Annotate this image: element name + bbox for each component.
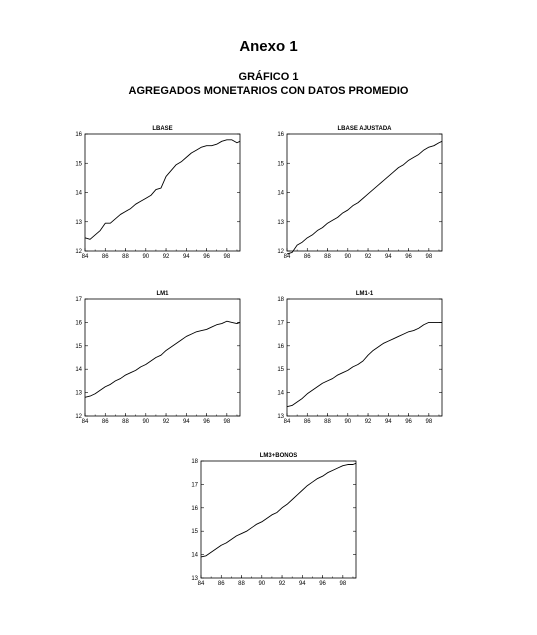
y-tick-label: 15	[277, 161, 284, 168]
x-tick-label: 92	[162, 419, 170, 425]
y-tick-label: 17	[191, 482, 198, 489]
x-tick-label: 84	[283, 419, 291, 425]
y-tick-label: 14	[277, 190, 284, 197]
plot-frame	[201, 461, 356, 578]
y-tick-label: 15	[75, 161, 82, 168]
x-tick-label: 98	[425, 419, 433, 425]
chart-panel-lm1	[60, 283, 260, 433]
x-tick-label: 84	[283, 254, 291, 260]
y-tick-label: 17	[277, 320, 284, 327]
x-tick-label: 88	[122, 419, 129, 425]
x-tick-label: 88	[122, 254, 129, 260]
x-tick-label: 94	[298, 581, 306, 587]
x-tick-label: 90	[344, 419, 352, 425]
y-tick-label: 14	[75, 367, 82, 374]
y-tick-label: 13	[75, 390, 82, 397]
series-line	[85, 140, 240, 239]
plot-frame	[85, 299, 240, 416]
y-tick-label: 13	[75, 219, 82, 226]
y-tick-label: 17	[75, 297, 82, 303]
figure-label: GRÁFICO 1	[238, 71, 299, 83]
x-tick-label: 90	[142, 419, 150, 425]
x-tick-label: 86	[101, 419, 109, 425]
x-tick-label: 92	[278, 581, 286, 587]
plot-frame	[287, 299, 442, 416]
x-tick-label: 98	[339, 581, 347, 587]
y-tick-label: 14	[277, 390, 284, 397]
x-tick-label: 84	[81, 254, 89, 260]
x-tick-label: 92	[364, 254, 372, 260]
x-tick-label: 98	[425, 254, 433, 260]
y-tick-label: 16	[75, 132, 82, 138]
y-tick-label: 13	[191, 576, 198, 582]
x-tick-label: 96	[319, 581, 326, 587]
y-tick-label: 13	[277, 219, 284, 226]
y-tick-label: 15	[75, 343, 82, 350]
chart-title: LM3+BONOS	[259, 453, 298, 459]
y-tick-label: 15	[277, 367, 284, 374]
y-tick-label: 16	[191, 505, 198, 512]
y-tick-label: 13	[277, 414, 284, 420]
x-tick-label: 86	[303, 254, 311, 260]
chart-title: LBASE AJUSTADA	[337, 126, 392, 132]
x-tick-label: 96	[203, 254, 210, 260]
plot-frame	[85, 134, 240, 251]
x-tick-label: 94	[384, 419, 392, 425]
x-tick-label: 92	[364, 419, 372, 425]
figure-title: AGREGADOS MONETARIOS CON DATOS PROMEDIO	[128, 85, 409, 97]
x-tick-label: 86	[217, 581, 225, 587]
x-tick-label: 96	[405, 419, 412, 425]
y-tick-label: 12	[75, 414, 82, 420]
series-line	[201, 463, 356, 557]
x-tick-label: 90	[344, 254, 352, 260]
y-tick-label: 12	[277, 249, 284, 255]
chart-title: LM1-1	[355, 291, 374, 297]
x-tick-label: 94	[182, 419, 190, 425]
x-tick-label: 94	[384, 254, 392, 260]
x-tick-label: 90	[142, 254, 150, 260]
y-tick-label: 16	[75, 320, 82, 327]
x-tick-label: 84	[197, 581, 205, 587]
y-tick-label: 14	[75, 190, 82, 197]
x-tick-label: 98	[223, 419, 231, 425]
x-tick-label: 92	[162, 254, 170, 260]
chart-panel-lm3-bonos	[176, 445, 376, 595]
chart-title: LBASE	[152, 126, 173, 132]
y-tick-label: 16	[277, 343, 284, 350]
x-tick-label: 98	[223, 254, 231, 260]
x-tick-label: 84	[81, 419, 89, 425]
y-tick-label: 18	[277, 297, 284, 303]
y-tick-label: 12	[75, 249, 82, 255]
series-line	[287, 141, 442, 254]
y-tick-label: 18	[191, 459, 198, 465]
chart-panel-lbase	[60, 118, 260, 268]
x-tick-label: 96	[405, 254, 412, 260]
y-tick-label: 15	[191, 529, 198, 536]
plot-frame	[287, 134, 442, 251]
x-tick-label: 94	[182, 254, 190, 260]
x-tick-label: 86	[303, 419, 311, 425]
chart-panel-lbase-ajustada	[262, 118, 462, 268]
x-tick-label: 86	[101, 254, 109, 260]
x-tick-label: 88	[324, 254, 331, 260]
series-line	[287, 322, 442, 406]
series-line	[85, 321, 240, 397]
y-tick-label: 16	[277, 132, 284, 138]
x-tick-label: 90	[258, 581, 266, 587]
annex-heading: Anexo 1	[239, 38, 298, 55]
chart-panel-lm1-1	[262, 283, 462, 433]
x-tick-label: 96	[203, 419, 210, 425]
y-tick-label: 14	[191, 552, 198, 559]
x-tick-label: 88	[324, 419, 331, 425]
chart-title: LM1	[156, 291, 169, 297]
x-tick-label: 88	[238, 581, 245, 587]
